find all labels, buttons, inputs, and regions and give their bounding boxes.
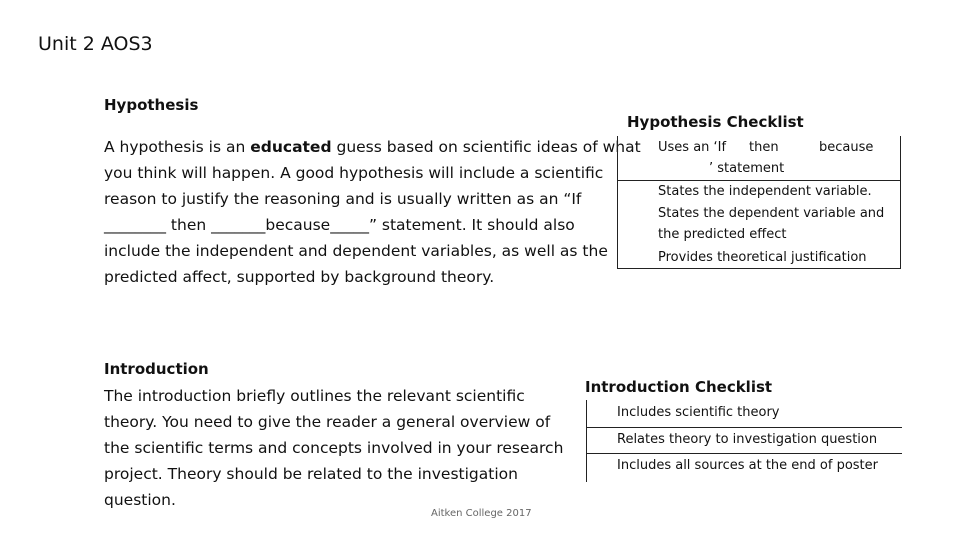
hypothesis-paragraph [104, 134, 641, 290]
hypothesis-line-3: reason to justify the reasoning and is usually written as an “If [104, 190, 582, 208]
table-border-left [617, 136, 618, 269]
introduction-checklist-title: Introduction Checklist [585, 378, 773, 396]
introduction-line-1: The introduction briefly outlines the relevant scientific [104, 387, 525, 405]
introduction-line-2: theory. You need to give the reader a general overview of [104, 413, 551, 431]
introduction-heading: Introduction [104, 360, 209, 378]
hypothesis-line-1 [104, 134, 641, 160]
checklist-item-relates: Relates theory to investigation question [617, 432, 878, 447]
introduction-line-4: project. Theory should be related to the investigation [104, 465, 518, 483]
table-row-divider [586, 453, 902, 454]
introduction-checklist-table [586, 400, 902, 482]
introduction-line-3: the scientific terms and concepts involved in your research [104, 439, 564, 457]
introduction-paragraph [104, 383, 563, 513]
educated-bold-text: educated [250, 138, 332, 156]
table-border-bottom [617, 268, 901, 269]
hypothesis-line-1-start: A hypothesis is an [104, 138, 251, 156]
hypothesis-line-2: you think will happen. A good hypothesis will include a scientific [104, 164, 604, 182]
hypothesis-checklist-title: Hypothesis Checklist [627, 113, 804, 131]
checklist-item-because: because [819, 140, 874, 155]
table-border-right [900, 136, 901, 269]
slide-title: Unit 2 AOS3 [38, 33, 153, 55]
checklist-item-then: then [749, 140, 779, 155]
checklist-item-sources: Includes all sources at the end of poster [617, 458, 878, 473]
introduction-line-5: question. [104, 491, 176, 509]
table-border-left [586, 400, 587, 482]
hypothesis-line-4: ________ then _______because_____” statement. It should also [104, 216, 575, 234]
table-row-divider [617, 180, 901, 181]
hypothesis-line-1-end: guess based on scientific ideas of what [331, 138, 641, 156]
hypothesis-heading: Hypothesis [104, 96, 199, 114]
table-row-divider [586, 427, 902, 428]
checklist-item-independent: States the independent variable. [658, 184, 872, 199]
hypothesis-checklist-table [617, 136, 901, 269]
checklist-item-if: Uses an ‘If [658, 140, 727, 155]
checklist-item-statement: ’ statement [709, 161, 785, 176]
checklist-item-dependent: States the dependent variable and [658, 206, 885, 221]
checklist-item-justification: Provides theoretical justification [658, 250, 867, 265]
footer-text: Aitken College 2017 [431, 508, 532, 519]
hypothesis-line-5: include the independent and dependent variables, as well as the [104, 242, 608, 260]
checklist-item-theory: Includes scientific theory [617, 405, 780, 420]
checklist-item-dependent-cont: the predicted effect [658, 227, 787, 242]
hypothesis-line-6: predicted affect, supported by background theory. [104, 268, 495, 286]
